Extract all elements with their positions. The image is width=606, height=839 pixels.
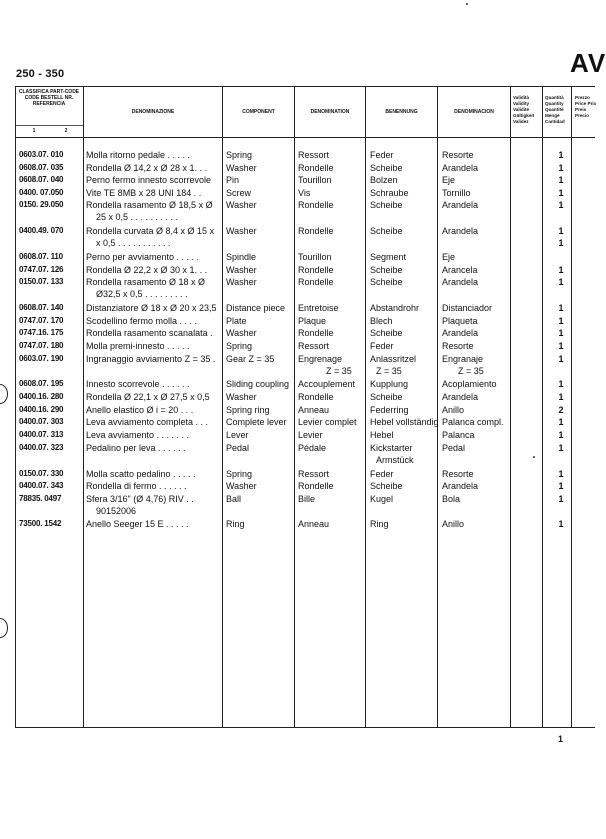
italian-name: Rondella rasamento Ø 18 x Ø (86, 277, 206, 287)
part-code: 0608.07. 040 (19, 175, 64, 184)
italian-name: Rondella curvata Ø 8,4 x Ø 15 x (86, 226, 215, 236)
french-name: Levier (298, 430, 323, 440)
part-code: 0400.07. 323 (19, 443, 64, 452)
german-name: Kugel (370, 494, 394, 504)
table-bottom-border (15, 727, 595, 728)
italian-name: Rondella rasamento Ø 18,5 x Ø (86, 200, 213, 210)
col-line (437, 86, 438, 727)
header-benennung: BENENNUNG (385, 109, 418, 115)
german-name: Hebel (370, 430, 394, 440)
quantity: 1 (558, 316, 564, 326)
spanish-name: Resorte (442, 150, 474, 160)
spanish-name: Resorte (442, 341, 474, 351)
code-sub-divider (15, 125, 83, 126)
part-code: 0608.07. 110 (19, 252, 63, 261)
french-name: Rondelle (298, 200, 334, 210)
part-code: 0608.07. 195 (19, 379, 64, 388)
quantity: 1 (558, 200, 564, 210)
french-name: Rondelle (298, 328, 334, 338)
section-title: AV (570, 48, 606, 78)
part-code: 0747.07. 180 (19, 341, 64, 350)
quantity: 1 (558, 188, 564, 198)
part-code: 0400.07. 303 (19, 417, 64, 426)
german-name: Blech (370, 316, 393, 326)
french-name: Vis (298, 188, 311, 198)
quantity: 1 (558, 354, 564, 364)
french-name: Entretoise (298, 303, 339, 313)
german-name: Feder (370, 341, 394, 351)
punch-hole-icon (0, 618, 8, 638)
part-code: 0150. 29.050 (19, 200, 64, 209)
spanish-name: Distanciador (442, 303, 493, 313)
german-name: Scheibe (370, 265, 403, 275)
part-code: 0150.07. 133 (19, 277, 64, 286)
german-name: Kickstarter (370, 443, 413, 453)
german-name: Segment (370, 252, 407, 262)
french-name: Rondelle (298, 277, 334, 287)
header-validity: Validità Validity Validité Gültigkeit Validez (513, 95, 535, 124)
german-name: Hebel vollständig (370, 417, 439, 427)
spanish-name: Arandela (442, 226, 479, 236)
spanish-name: Anillo (442, 519, 465, 529)
quantity: 1 (558, 226, 564, 236)
german-name: Ring (370, 519, 389, 529)
component-name: Spring (226, 341, 253, 351)
part-code: 0400.49. 070 (19, 226, 64, 235)
speck (466, 3, 468, 5)
spanish-name: Arandela (442, 392, 479, 402)
part-code: 0608.07. 035 (19, 163, 64, 172)
german-name: Scheibe (370, 481, 403, 491)
quantity: 1 (558, 150, 564, 160)
spanish-name-cont: Z = 35 (458, 366, 484, 376)
spanish-name: Plaqueta (442, 316, 478, 326)
part-code: 0608.07. 140 (19, 303, 64, 312)
spanish-name: Bola (442, 494, 461, 504)
spanish-name: Anillo (442, 405, 465, 415)
part-code: 0400.16. 290 (19, 405, 64, 414)
component-name: Screw (226, 188, 252, 198)
quantity: 1 (558, 379, 564, 389)
component-name: Spring ring (226, 405, 270, 415)
col-line (83, 86, 84, 727)
part-code: 0747.16. 175 (19, 328, 64, 337)
quantity-cont: 1 (558, 238, 564, 248)
french-name: Levier complet (298, 417, 357, 427)
component-name: Washer (226, 277, 257, 287)
header-component: COMPONENT (242, 109, 275, 115)
model-label: 250 - 350 (16, 68, 65, 80)
italian-name: Anello elastico Ø i = 20 . . . (86, 405, 194, 415)
italian-name-cont: 25 x 0,5 . . . . . . . . . . (96, 212, 179, 222)
component-name: Spring (226, 469, 253, 479)
component-name: Washer (226, 481, 257, 491)
spanish-name: Arandela (442, 200, 479, 210)
german-name: Scheibe (370, 328, 403, 338)
italian-name: Perno per avviamento . . . . . (86, 252, 200, 262)
german-name: Scheibe (370, 226, 403, 236)
quantity: 1 (558, 277, 564, 287)
component-name: Ball (226, 494, 242, 504)
italian-name: Scodellino fermo molla . . . . (86, 316, 198, 326)
italian-name: Rondella di fermo . . . . . . (86, 481, 187, 491)
italian-name: Distanziatore Ø 18 x Ø 20 x 23,5 (86, 303, 217, 313)
spanish-name: Eje (442, 252, 456, 262)
german-name: Feder (370, 150, 394, 160)
quantity: 1 (558, 469, 564, 479)
italian-name: Molla ritorno pedale . . . . . (86, 150, 191, 160)
spanish-name: Eje (442, 175, 456, 185)
spanish-name: Resorte (442, 469, 474, 479)
french-name: Rondelle (298, 265, 334, 275)
component-name: Distance piece (226, 303, 286, 313)
header-code-sub-2: 2 (64, 128, 68, 134)
component-name: Washer (226, 226, 257, 236)
spanish-name: Engranaje (442, 354, 484, 364)
col-line (542, 86, 543, 727)
component-name: Washer (226, 265, 257, 275)
component-name: Lever (226, 430, 249, 440)
page-number: 1 (558, 734, 564, 744)
italian-name: Rondella rasamento scanalata . (86, 328, 213, 338)
quantity: 1 (558, 417, 564, 427)
french-name: Rondelle (298, 481, 334, 491)
quantity: 1 (558, 265, 564, 275)
german-name: Bolzen (370, 175, 398, 185)
header-code-sub-1: 1 (32, 128, 36, 134)
italian-name: Molla scatto pedalino . . . . . (86, 469, 196, 479)
french-name: Tourillon (298, 252, 332, 262)
table-top-border (15, 86, 595, 87)
spanish-name: Arandela (442, 163, 479, 173)
french-name: Plaque (298, 316, 327, 326)
spanish-name: Pedal (442, 443, 466, 453)
quantity: 1 (558, 163, 564, 173)
german-name: Kupplung (370, 379, 409, 389)
part-code: 78835. 0497 (19, 494, 62, 503)
italian-name: Pedalino per leva . . . . . . (86, 443, 186, 453)
part-code: 0747.07. 170 (19, 316, 64, 325)
part-code: 0400.16. 280 (19, 392, 64, 401)
quantity: 1 (558, 519, 564, 529)
component-name: Gear Z = 35 (226, 354, 275, 364)
part-code: 0603.07. 010 (19, 150, 64, 159)
french-name: Ressort (298, 341, 330, 351)
component-name: Washer (226, 328, 257, 338)
part-code: 0400. 07.050 (19, 188, 64, 197)
component-name: Complete lever (226, 417, 287, 427)
component-name: Washer (226, 200, 257, 210)
quantity: 1 (558, 392, 564, 402)
spanish-name: Arandela (442, 481, 479, 491)
component-name: Pedal (226, 443, 250, 453)
german-name: Federring (370, 405, 409, 415)
italian-name: Ingranaggio avviamento Z = 35 . (86, 354, 216, 364)
header-code: CLASSIFICA PART-CODE CODE BESTELL NR. REFERENCIA (18, 89, 80, 107)
italian-name: Molla premi-innesto . . . . . (86, 341, 190, 351)
italian-name: Rondella Ø 14,2 x Ø 28 x 1. . . (86, 163, 208, 173)
quantity: 1 (558, 443, 564, 453)
punch-hole-icon (0, 384, 8, 404)
part-code: 73500. 1542 (19, 519, 62, 528)
spanish-name: Arancela (442, 265, 478, 275)
header-denominazione: DENOMINAZIONE (131, 109, 175, 115)
col-line (510, 86, 511, 727)
quantity: 1 (558, 430, 564, 440)
german-name: Anlassritzel (370, 354, 417, 364)
french-name: Ressort (298, 150, 330, 160)
component-name: Pin (226, 175, 240, 185)
spanish-name: Arandela (442, 277, 479, 287)
spanish-name: Acoplamiento (442, 379, 497, 389)
italian-name: Rondella Ø 22,2 x Ø 30 x 1. . . (86, 265, 208, 275)
german-name-cont: Armstück (376, 455, 414, 465)
col-line (571, 86, 572, 727)
component-name: Ring (226, 519, 245, 529)
french-name: Rondelle (298, 226, 334, 236)
spanish-name: Palanca (442, 430, 475, 440)
part-code: 0747.07. 126 (19, 265, 64, 274)
header-quantity: Quantità Quantity Quantité Menge Cantidad (545, 95, 565, 124)
spanish-name: Palanca compl. (442, 417, 504, 427)
component-name: Spindle (226, 252, 257, 262)
italian-name-cont: 90152006 (96, 506, 137, 516)
french-name: Anneau (298, 519, 330, 529)
german-name: Scheibe (370, 163, 403, 173)
part-code: 0400.07. 313 (19, 430, 64, 439)
german-name: Schraube (370, 188, 409, 198)
italian-name: Vite TE 8MB x 28 UNI 184 . . (86, 188, 202, 198)
french-name: Engrenage (298, 354, 343, 364)
french-name: Tourillon (298, 175, 332, 185)
quantity: 1 (558, 341, 564, 351)
quantity: 1 (558, 494, 564, 504)
french-name-cont: Z = 35 (326, 366, 352, 376)
part-code: 0400.07. 343 (19, 481, 64, 490)
component-name: Washer (226, 392, 257, 402)
component-name: Sliding coupling (226, 379, 290, 389)
french-name: Rondelle (298, 392, 334, 402)
component-name: Washer (226, 163, 257, 173)
part-code: 0603.07. 190 (19, 354, 64, 363)
french-name: Rondelle (298, 163, 334, 173)
component-name: Spring (226, 150, 253, 160)
header-bottom-border (15, 137, 595, 138)
italian-name: Rondella Ø 22,1 x Ø 27,5 x 0,5 (86, 392, 210, 402)
component-name: Plate (226, 316, 247, 326)
italian-name: Sfera 3/16" (Ø 4,76) RIV . . (86, 494, 194, 504)
header-denomination: DENOMINATION (310, 109, 350, 115)
german-name-cont: Z = 35 (376, 366, 402, 376)
spanish-name: Tornillo (442, 188, 471, 198)
italian-name: Leva avviamento . . . . . . . (86, 430, 190, 440)
french-name: Anneau (298, 405, 330, 415)
col-line (222, 86, 223, 727)
spanish-name: Arandela (442, 328, 479, 338)
italian-name-cont: x 0,5 . . . . . . . . . . . (96, 238, 171, 248)
french-name: Accouplement (298, 379, 356, 389)
french-name: Bille (298, 494, 316, 504)
quantity: 1 (558, 328, 564, 338)
speck (533, 456, 535, 458)
quantity: 1 (558, 175, 564, 185)
german-name: Scheibe (370, 392, 403, 402)
italian-name: Anello Seeger 15 E . . . . . (86, 519, 189, 529)
quantity: 2 (558, 405, 564, 415)
german-name: Feder (370, 469, 394, 479)
french-name: Ressort (298, 469, 330, 479)
col-line (365, 86, 366, 727)
german-name: Scheibe (370, 200, 403, 210)
quantity: 1 (558, 481, 564, 491)
french-name: Pédale (298, 443, 327, 453)
header-denominacion: DENOMINACION (454, 109, 494, 115)
italian-name: Perno fermo innesto scorrevole (86, 175, 212, 185)
col-line (294, 86, 295, 727)
col-line (15, 86, 16, 727)
part-code: 0150.07. 330 (19, 469, 64, 478)
quantity: 1 (558, 303, 564, 313)
italian-name: Leva avviamento completa . . . (86, 417, 209, 427)
italian-name: Innesto scorrevole . . . . . . (86, 379, 190, 389)
italian-name-cont: Ø32,5 x 0,5 . . . . . . . . . (96, 289, 188, 299)
german-name: Scheibe (370, 277, 403, 287)
header-price: Prezzo Price Prix Preis Precio (575, 95, 597, 118)
german-name: Abstandrohr (370, 303, 420, 313)
